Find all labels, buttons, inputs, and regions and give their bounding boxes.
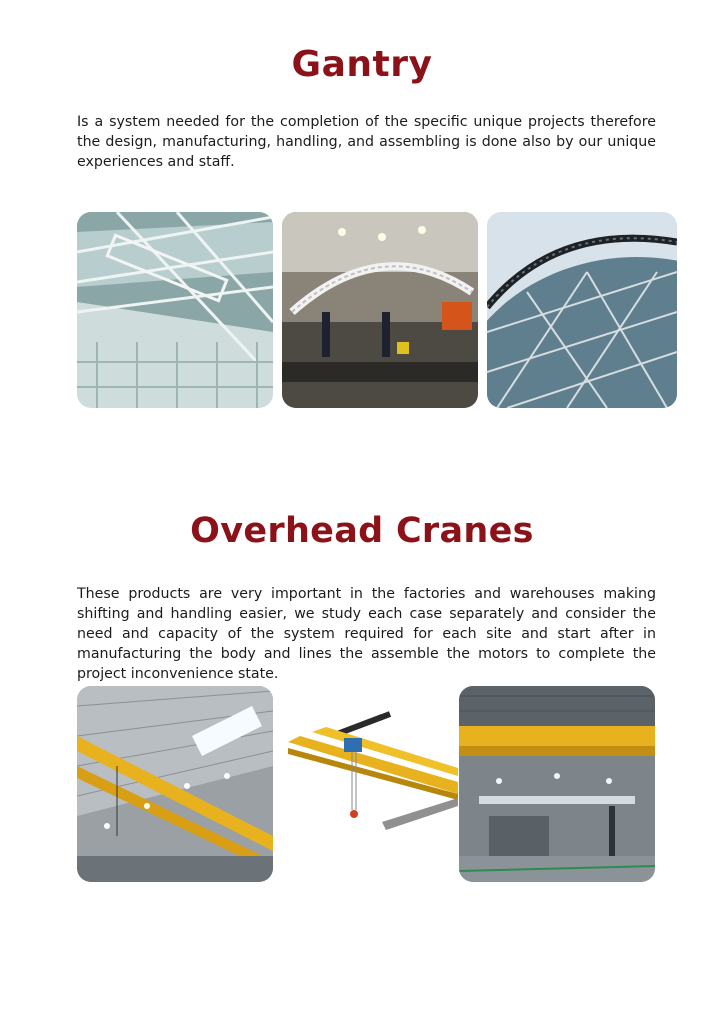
overhead-cranes-title: Overhead Cranes	[190, 511, 534, 551]
overhead-cranes-description: These products are very important in the factories and warehouses making shifting and handling easier, we study each case separately and consider the need and capacity of the system required for each site and start after in manufacturing the body and lines the assemble the motors to complete the project inconvenience state.	[77, 586, 656, 682]
gantry-title: Gantry	[291, 44, 433, 85]
gantry-dome-photo	[487, 212, 677, 408]
crane-warehouse-photo	[459, 686, 655, 882]
gantry-roof-photo	[77, 212, 273, 408]
crane-illustration	[282, 702, 458, 852]
gantry-workshop-photo	[282, 212, 478, 408]
gantry-description: Is a system needed for the completion of the specific unique projects therefore the design, manufacturing, handling, and assembling is done also by our unique experiences and staff.	[77, 114, 656, 170]
crane-factory-photo	[77, 686, 273, 882]
